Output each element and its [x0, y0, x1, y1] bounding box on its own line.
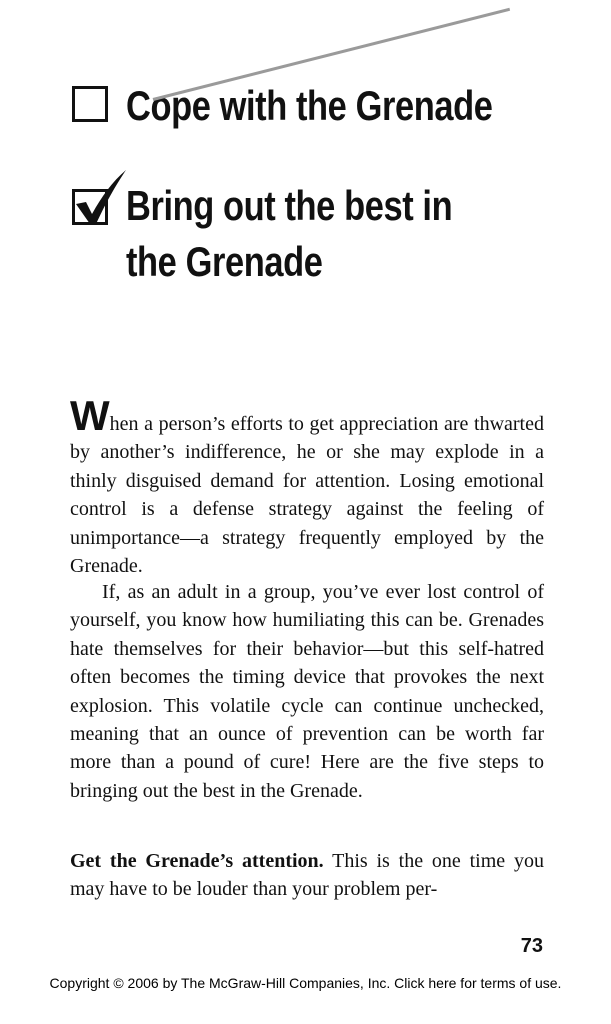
copyright-footer: [0, 975, 611, 991]
paragraph-1: [70, 392, 544, 580]
run-in-heading: Get the Grenade’s attention.: [70, 850, 324, 872]
option-cope-heading: Cope with the Grenade: [126, 82, 493, 129]
page-number: 73: [520, 935, 543, 957]
paragraph-3-text: This is the one time you may have to be louder than your problem per-: [70, 850, 544, 901]
paragraph-3: [70, 847, 544, 904]
terms-of-use-link[interactable]: Click here for terms of use.: [394, 975, 562, 991]
paragraph-2: If, as an adult in a group, you’ve ever lost control of yourself, you know how humiliating this can be. Grenades hate themselves for their behavior—but this self-hatred often becomes the timing device that provokes the next explosion. This volatile cycle can continue unchecked, meaning that an ounce of prevention can be worth far more than a pound of cure! Here are the five steps to bringing out the best in the Grenade.: [70, 581, 544, 802]
checkmark-icon: [68, 168, 132, 232]
paragraph-1-text: hen a person’s efforts to get appreciation are thwarted by another’s indifference, he or she may explode in a thinly disguised demand for attention. Losing emotional control is a defense strategy against the feeling of unimportance—a strategy frequently employed by the Grenade.: [70, 413, 544, 578]
unchecked-checkbox-icon: [72, 86, 108, 122]
copyright-text: Copyright © 2006 by The McGraw-Hill Companies, Inc.: [49, 975, 395, 991]
drop-cap: W: [70, 392, 110, 439]
option-best-heading-line1: Bring out the best in: [126, 182, 453, 229]
option-best-heading-line2: the Grenade: [126, 238, 323, 285]
